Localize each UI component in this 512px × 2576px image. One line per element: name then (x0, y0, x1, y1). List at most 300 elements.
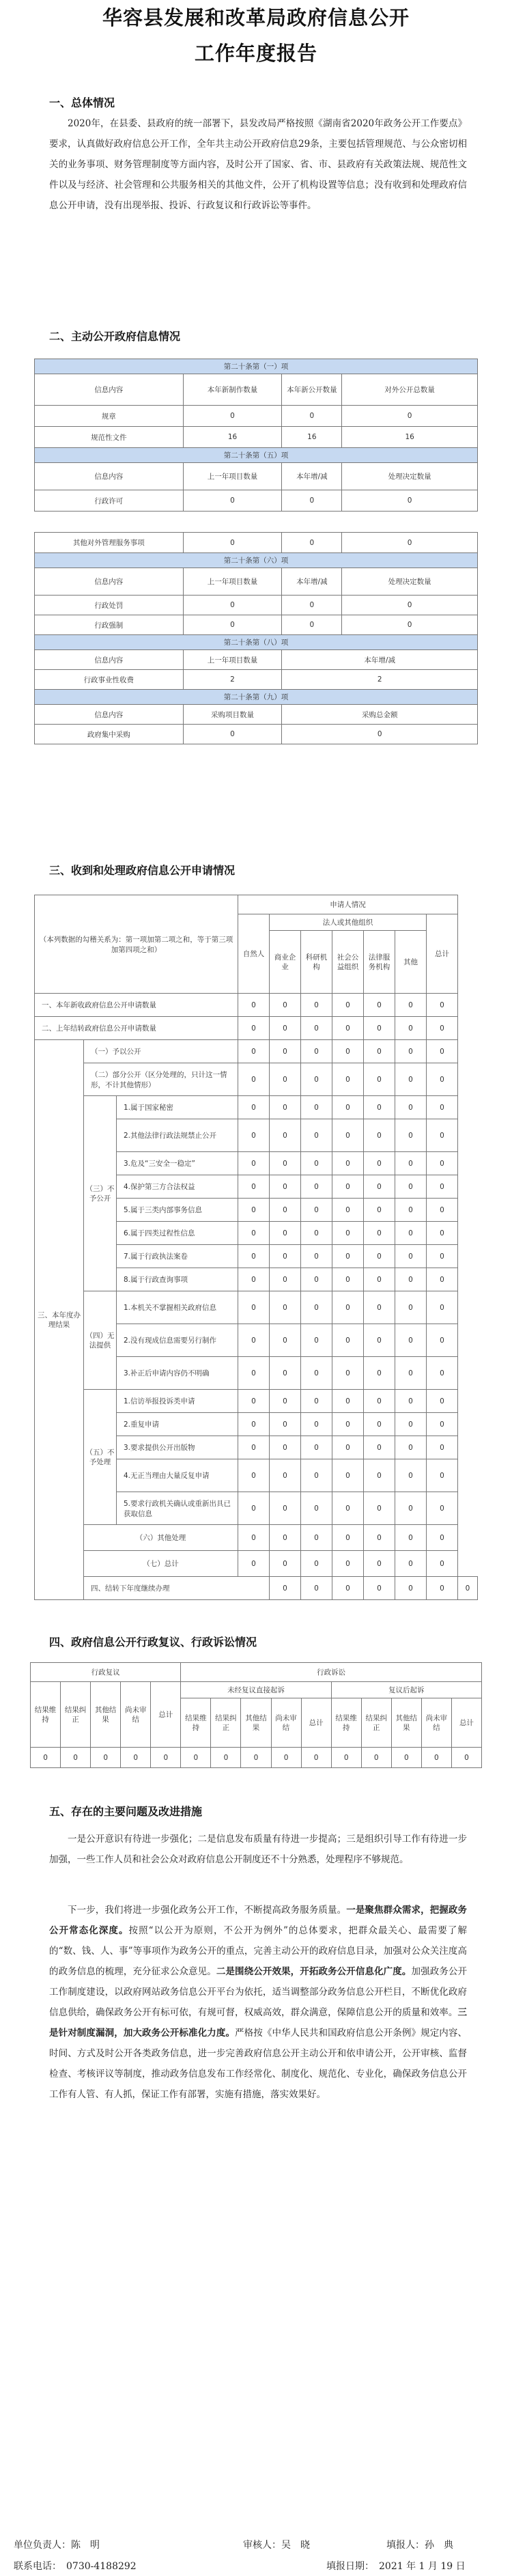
table-cell: 0 (282, 533, 342, 553)
count-cell: 0 (301, 1245, 332, 1268)
count-cell: 0 (270, 1175, 301, 1199)
count-cell: 0 (31, 1748, 61, 1768)
count-cell: 0 (301, 1152, 332, 1175)
row-carryover-applications: 二、上年结转政府信息公开申请数量 (35, 1017, 238, 1040)
count-cell: 0 (332, 1152, 364, 1175)
count-cell: 0 (427, 1324, 458, 1357)
count-cell: 0 (395, 1357, 427, 1390)
col-header: 处理决定数量 (342, 463, 478, 490)
problems-paragraph: 一是公开意识有待进一步强化；二是信息发布质量有待进一步提高；三是组织引导工作有待进一步加强，一些工作人员和社会公众对政府信息公开制度还不十分熟悉，处理程序不够规范。 (49, 1834, 467, 1865)
count-cell: 0 (427, 1063, 458, 1096)
count-cell: 0 (364, 1152, 395, 1175)
count-cell: 0 (364, 1119, 395, 1152)
count-cell: 0 (238, 1017, 270, 1040)
count-cell: 0 (364, 1017, 395, 1040)
count-cell: 0 (364, 1492, 395, 1525)
col-header: 上一年项目数量 (183, 568, 282, 596)
header-legal-entity: 法人或其他组织 (270, 914, 427, 931)
count-cell: 0 (395, 1525, 427, 1551)
col-header: 本年增/减 (282, 568, 342, 596)
count-cell: 0 (332, 1413, 364, 1436)
count-cell: 0 (270, 1525, 301, 1551)
count-cell: 0 (332, 1577, 364, 1600)
count-cell: 0 (151, 1748, 181, 1768)
table-cell: 0 (183, 725, 282, 744)
row-disclosed: （一）予以公开 (84, 1040, 238, 1063)
col-header: 其他结果 (241, 1698, 271, 1748)
count-cell: 0 (427, 994, 458, 1017)
col-header: 信息内容 (35, 463, 184, 490)
count-cell: 0 (458, 1577, 478, 1600)
row-group-not-disclosed: （三）不予公开 (84, 1096, 117, 1291)
count-cell: 0 (395, 1577, 427, 1600)
table-cell: 0 (183, 406, 282, 427)
col-header: 其他结果 (91, 1682, 121, 1748)
table-cell: 其他对外管理服务事项 (35, 533, 184, 553)
table-cell: 0 (342, 596, 478, 615)
reviewer: 审核人：吴 晓 (243, 2540, 310, 2551)
col-header: 采购项目数量 (183, 705, 282, 725)
header-total: 总计 (427, 914, 458, 994)
count-cell: 0 (427, 1175, 458, 1199)
review-litigation-table (30, 1662, 482, 1768)
table-cell: 行政强制 (35, 615, 184, 635)
count-cell: 0 (395, 1175, 427, 1199)
row-other-processing: （六）其他处理 (84, 1525, 238, 1551)
count-cell: 0 (395, 1436, 427, 1459)
count-cell: 0 (395, 1551, 427, 1577)
measure-3-text: 严格按《中华人民共和国政府信息公开条例》规定内容、时间、方式及时公开各类政务信息，进一步完善政府信息公开主动公开和依申请公开，公开审核、监督检查、考核评议等制度，推动政务信息发布工作经常化、制度化、规范化、专业化，确保政务信息公开工作有人管、有人抓，保证工作有部署，实施有措施，落实效果好。 (49, 2028, 468, 2100)
count-cell: 0 (332, 1245, 364, 1268)
count-cell: 0 (364, 1096, 395, 1119)
count-cell: 0 (332, 1222, 364, 1245)
count-cell: 0 (332, 1459, 364, 1492)
row-item: 4.无正当理由大量反复申请 (117, 1459, 238, 1492)
count-cell: 0 (427, 1357, 458, 1390)
row-partial-disclosed: （二）部分公开（区分处理的，只计这一情形，不计其他情形） (84, 1063, 238, 1096)
count-cell: 0 (427, 1119, 458, 1152)
measure-3-title: 三是针对制度漏洞，加大政务公开标准化力度。 (49, 2007, 467, 2039)
col-header: 本年增/减 (282, 463, 342, 490)
count-cell: 0 (364, 1175, 395, 1199)
table-cell: 2 (183, 670, 282, 690)
count-cell: 0 (427, 1525, 458, 1551)
col-header: 结果维持 (181, 1698, 211, 1748)
count-cell: 0 (395, 1040, 427, 1063)
count-cell: 0 (427, 1459, 458, 1492)
count-cell: 0 (238, 1324, 270, 1357)
count-cell: 0 (427, 1268, 458, 1291)
table-cell: 规章 (35, 406, 184, 427)
col-header: 总计 (301, 1698, 331, 1748)
count-cell: 0 (332, 1291, 364, 1324)
col-header: 结果维持 (331, 1698, 361, 1748)
header-corner-note: （本列数据的勾稽关系为：第一项加第二项之和，等于第三项加第四项之和） (35, 895, 238, 994)
col-header: 本年新制作数量 (183, 374, 282, 406)
count-cell: 0 (364, 1357, 395, 1390)
header-commercial: 商业企业 (270, 931, 301, 994)
count-cell: 0 (241, 1748, 271, 1768)
header-natural-person: 自然人 (238, 914, 270, 994)
count-cell: 0 (332, 1324, 364, 1357)
count-cell: 0 (427, 1222, 458, 1245)
count-cell: 0 (332, 1551, 364, 1577)
count-cell: 0 (91, 1748, 121, 1768)
count-cell: 0 (364, 1577, 395, 1600)
unit-head: 单位负责人：陈 明 (14, 2540, 100, 2551)
count-cell: 0 (395, 1152, 427, 1175)
filler: 填报人：孙 典 (386, 2540, 453, 2551)
count-cell: 0 (364, 1268, 395, 1291)
band-article20-6: 第二十条第（六）项 (35, 553, 478, 568)
table-cell: 0 (282, 406, 342, 427)
count-cell: 0 (332, 1492, 364, 1525)
count-cell: 0 (238, 1413, 270, 1436)
count-cell: 0 (451, 1748, 481, 1768)
header-direct-suit: 未经复议直接起诉 (181, 1682, 331, 1698)
count-cell: 0 (391, 1748, 421, 1768)
count-cell: 0 (238, 1199, 270, 1222)
count-cell: 0 (427, 1199, 458, 1222)
row-group-not-processed: （五）不予处理 (84, 1390, 117, 1525)
count-cell: 0 (364, 1222, 395, 1245)
header-applicant: 申请人情况 (238, 895, 458, 914)
count-cell: 0 (364, 994, 395, 1017)
count-cell: 0 (301, 1492, 332, 1525)
col-header: 结果纠正 (211, 1698, 241, 1748)
count-cell: 0 (364, 1291, 395, 1324)
count-cell: 0 (301, 1017, 332, 1040)
count-cell: 0 (270, 1245, 301, 1268)
count-cell: 0 (332, 1040, 364, 1063)
section-heading-overview: 一、总体情况 (49, 96, 115, 109)
section-heading-review-litigation: 四、政府信息公开行政复议、行政诉讼情况 (49, 1636, 257, 1649)
table-cell: 0 (282, 596, 342, 615)
header-public-welfare: 社会公益组织 (332, 931, 364, 994)
col-header: 总计 (451, 1698, 481, 1748)
row-item: 8.属于行政查询事项 (117, 1268, 238, 1291)
col-header: 采购总金额 (282, 705, 478, 725)
col-header: 尚未审结 (421, 1698, 451, 1748)
count-cell: 0 (238, 1268, 270, 1291)
section-heading-problems: 五、存在的主要问题及改进措施 (49, 1805, 203, 1818)
col-header: 信息内容 (35, 374, 184, 406)
band-article20-1: 第二十条第（一）项 (35, 359, 478, 374)
section-heading-active-disclosure: 二、主动公开政府信息情况 (49, 330, 181, 343)
count-cell: 0 (395, 1459, 427, 1492)
table-cell: 0 (183, 490, 282, 512)
measures-paragraph (49, 1900, 467, 2105)
report-title-line2: 工作年度报告 (194, 42, 317, 65)
band-article20-8: 第二十条第（八）项 (35, 635, 478, 650)
table-cell: 0 (183, 615, 282, 635)
count-cell: 0 (395, 1119, 427, 1152)
count-cell: 0 (301, 1525, 332, 1551)
count-cell: 0 (395, 1413, 427, 1436)
table-cell: 0 (342, 490, 478, 512)
table-cell: 0 (282, 490, 342, 512)
count-cell: 0 (270, 1492, 301, 1525)
measure-1-title: 一是聚焦群众需求，把握政务公开常态化深度。 (49, 1905, 468, 1936)
count-cell: 0 (301, 1551, 332, 1577)
table-cell: 0 (282, 615, 342, 635)
count-cell: 0 (332, 1063, 364, 1096)
count-cell: 0 (270, 1119, 301, 1152)
row-item: 2.其他法律行政法规禁止公开 (117, 1119, 238, 1152)
count-cell: 0 (301, 1577, 332, 1600)
table-cell: 2 (282, 670, 478, 690)
count-cell: 0 (301, 1324, 332, 1357)
count-cell: 0 (427, 1413, 458, 1436)
table-cell: 16 (183, 427, 282, 448)
count-cell: 0 (181, 1748, 211, 1768)
count-cell: 0 (238, 1459, 270, 1492)
count-cell: 0 (361, 1748, 391, 1768)
count-cell: 0 (332, 1357, 364, 1390)
count-cell: 0 (301, 1199, 332, 1222)
count-cell: 0 (332, 1199, 364, 1222)
col-header: 尚未审结 (271, 1698, 301, 1748)
count-cell: 0 (238, 1525, 270, 1551)
row-item: 6.属于四类过程性信息 (117, 1222, 238, 1245)
table-cell: 政府集中采购 (35, 725, 184, 744)
row-item: 7.属于行政执法案卷 (117, 1245, 238, 1268)
count-cell: 0 (270, 1222, 301, 1245)
count-cell: 0 (364, 1436, 395, 1459)
count-cell: 0 (301, 1040, 332, 1063)
count-cell: 0 (427, 1436, 458, 1459)
count-cell: 0 (301, 1175, 332, 1199)
count-cell: 0 (364, 1413, 395, 1436)
col-header: 本年增/减 (282, 650, 478, 670)
count-cell: 0 (238, 1063, 270, 1096)
count-cell: 0 (270, 1390, 301, 1413)
count-cell: 0 (364, 1199, 395, 1222)
count-cell: 0 (395, 994, 427, 1017)
table-cell: 0 (183, 596, 282, 615)
row-carry-forward: 四、结转下年度继续办理 (84, 1577, 270, 1600)
count-cell: 0 (270, 1152, 301, 1175)
col-header: 处理决定数量 (342, 568, 478, 596)
row-new-applications: 一、本年新收政府信息公开申请数量 (35, 994, 238, 1017)
row-item: 5.属于三类内部事务信息 (117, 1199, 238, 1222)
header-research: 科研机构 (301, 931, 332, 994)
contact-phone: 联系电话： 0730-4188292 (14, 2561, 137, 2572)
count-cell: 0 (427, 1551, 458, 1577)
count-cell: 0 (121, 1748, 151, 1768)
count-cell: 0 (395, 1291, 427, 1324)
count-cell: 0 (332, 1436, 364, 1459)
count-cell: 0 (270, 1577, 301, 1600)
table-cell: 规范性文件 (35, 427, 184, 448)
col-header: 本年新公开数量 (282, 374, 342, 406)
row-item: 4.保护第三方合法权益 (117, 1175, 238, 1199)
count-cell: 0 (301, 994, 332, 1017)
count-cell: 0 (301, 1413, 332, 1436)
count-cell: 0 (427, 1040, 458, 1063)
count-cell: 0 (301, 1748, 331, 1768)
section-heading-applications: 三、收到和处理政府信息公开申请情况 (49, 864, 236, 877)
count-cell: 0 (395, 1492, 427, 1525)
count-cell: 0 (332, 1525, 364, 1551)
count-cell: 0 (270, 1551, 301, 1577)
count-cell: 0 (395, 1390, 427, 1413)
count-cell: 0 (271, 1748, 301, 1768)
table-cell: 行政许可 (35, 490, 184, 512)
count-cell: 0 (427, 1291, 458, 1324)
row-item: 1.属于国家秘密 (117, 1096, 238, 1119)
count-cell: 0 (238, 1436, 270, 1459)
count-cell: 0 (427, 1096, 458, 1119)
header-other: 其他 (395, 931, 427, 994)
table-cell: 0 (342, 533, 478, 553)
count-cell: 0 (331, 1748, 361, 1768)
count-cell: 0 (238, 1096, 270, 1119)
active-disclosure-table (34, 359, 478, 744)
count-cell: 0 (364, 1040, 395, 1063)
row-item: 3.危及“三安全一稳定” (117, 1152, 238, 1175)
count-cell: 0 (270, 1413, 301, 1436)
table-cell: 0 (342, 615, 478, 635)
col-header: 结果纠正 (61, 1682, 91, 1748)
count-cell: 0 (301, 1291, 332, 1324)
table-cell: 0 (282, 725, 478, 744)
row-group-results: 三、本年度办理结果 (35, 1040, 84, 1600)
count-cell: 0 (270, 1459, 301, 1492)
count-cell: 0 (270, 1357, 301, 1390)
count-cell: 0 (301, 1357, 332, 1390)
count-cell: 0 (211, 1748, 241, 1768)
count-cell: 0 (301, 1222, 332, 1245)
fill-date: 填报日期： 2021 年 1 月 19 日 (326, 2561, 466, 2572)
applications-table (34, 895, 478, 1600)
count-cell: 0 (238, 1040, 270, 1063)
col-header: 信息内容 (35, 568, 184, 596)
row-item: 3.补正后申请内容仍不明确 (117, 1357, 238, 1390)
count-cell: 0 (364, 1459, 395, 1492)
count-cell: 0 (427, 1390, 458, 1413)
row-item: 2.重复申请 (117, 1413, 238, 1436)
count-cell: 0 (364, 1245, 395, 1268)
band-article20-5: 第二十条第（五）项 (35, 448, 478, 463)
count-cell: 0 (270, 1063, 301, 1096)
measures-intro: 下一步，我们将进一步强化政务公开工作，不断提高政务服务质量。 (68, 1905, 347, 1916)
count-cell: 0 (395, 1063, 427, 1096)
count-cell: 0 (395, 1268, 427, 1291)
count-cell: 0 (332, 1268, 364, 1291)
header-legal-service: 法律服务机构 (364, 931, 395, 994)
row-item: 1.信访举报投诉类申请 (117, 1390, 238, 1413)
count-cell: 0 (301, 1436, 332, 1459)
measure-1-text: 按照“以公开为原则，不公开为例外”的总体要求，把群众最关心、最需要了解的“数、钱、人、事”等事项作为政务公开的重点，完善主动公开的政府信息目录，加强对公众关注度高的政务信息的梳理，充分征求公众意见。 (49, 1925, 467, 1977)
row-item: 5.要求行政机关确认或重新出具已获取信息 (117, 1492, 238, 1525)
count-cell: 0 (238, 1357, 270, 1390)
count-cell: 0 (395, 1199, 427, 1222)
count-cell: 0 (301, 1096, 332, 1119)
count-cell: 0 (270, 1324, 301, 1357)
table-cell: 0 (342, 406, 478, 427)
count-cell: 0 (238, 1492, 270, 1525)
count-cell: 0 (301, 1063, 332, 1096)
count-cell: 0 (364, 1324, 395, 1357)
count-cell: 0 (270, 1199, 301, 1222)
count-cell: 0 (364, 1390, 395, 1413)
count-cell: 0 (395, 1245, 427, 1268)
count-cell: 0 (270, 1436, 301, 1459)
measure-2-text: 加强政务公开工作制度建设，以政府网站政务信息公开平台为依托，适当调整部分政务信息公开栏目，不断优化政府信息供给，确保政务公开有标可依，有规可督，权威高效，群众满意，保障信息公开的质量和效率。 (49, 1966, 468, 2018)
count-cell: 0 (427, 1152, 458, 1175)
row-item: 3.要求提供公开出版物 (117, 1436, 238, 1459)
col-header: 结果维持 (31, 1682, 61, 1748)
count-cell: 0 (238, 1551, 270, 1577)
count-cell: 0 (332, 1119, 364, 1152)
col-header: 上一年项目数量 (183, 650, 282, 670)
count-cell: 0 (332, 1390, 364, 1413)
col-header: 信息内容 (35, 650, 184, 670)
count-cell: 0 (270, 1291, 301, 1324)
row-group-unavailable: （四）无法提供 (84, 1291, 117, 1390)
col-header: 信息内容 (35, 705, 184, 725)
count-cell: 0 (395, 1096, 427, 1119)
count-cell: 0 (238, 1222, 270, 1245)
col-header: 对外公开总数量 (342, 374, 478, 406)
count-cell: 0 (270, 1017, 301, 1040)
count-cell: 0 (238, 1175, 270, 1199)
table-cell: 16 (282, 427, 342, 448)
count-cell: 0 (270, 1096, 301, 1119)
count-cell: 0 (270, 1040, 301, 1063)
table-cell: 行政处罚 (35, 596, 184, 615)
count-cell: 0 (238, 1390, 270, 1413)
table-cell: 行政事业性收费 (35, 670, 184, 690)
table-cell: 16 (342, 427, 478, 448)
header-admin-review: 行政复议 (31, 1663, 181, 1682)
table-cell: 0 (183, 533, 282, 553)
count-cell: 0 (238, 1245, 270, 1268)
count-cell: 0 (421, 1748, 451, 1768)
count-cell: 0 (395, 1222, 427, 1245)
overview-paragraph: 2020年，在县委、县政府的统一部署下，县发改局严格按照《湖南省2020年政务公开工作要点》要求，认真做好政府信息公开工作，全年共主动公开政府信息29条，主要包括管理规范、与公众密切相关的业务事项、财务管理制度等方面内容，及时公开了国家、省、市、县政府有关政策法规、规范性文件以及与经济、社会管理和公共服务相关的其他文件，公开了机构设置等信息；没有收到和处理政府信息公开申请，没有出现举报、投诉、行政复议和行政诉讼等事件。 (49, 118, 467, 211)
col-header: 其他结果 (391, 1698, 421, 1748)
count-cell: 0 (427, 1245, 458, 1268)
count-cell: 0 (301, 1459, 332, 1492)
count-cell: 0 (301, 1268, 332, 1291)
header-suit-after-review: 复议后起诉 (331, 1682, 481, 1698)
row-results-total: （七）总计 (84, 1551, 238, 1577)
count-cell: 0 (427, 1577, 458, 1600)
col-header: 上一年项目数量 (183, 463, 282, 490)
measure-2-title: 二是围绕公开效果，开拓政务公开信息化广度。 (216, 1966, 412, 1977)
count-cell: 0 (364, 1551, 395, 1577)
count-cell: 0 (332, 1175, 364, 1199)
row-item: 1.本机关不掌握相关政府信息 (117, 1291, 238, 1324)
count-cell: 0 (238, 1152, 270, 1175)
count-cell: 0 (395, 1017, 427, 1040)
count-cell: 0 (270, 994, 301, 1017)
count-cell: 0 (427, 1492, 458, 1525)
header-admin-litigation: 行政诉讼 (181, 1663, 482, 1682)
count-cell: 0 (238, 1119, 270, 1152)
count-cell: 0 (332, 994, 364, 1017)
row-item: 2.没有现成信息需要另行制作 (117, 1324, 238, 1357)
count-cell: 0 (395, 1324, 427, 1357)
count-cell: 0 (301, 1390, 332, 1413)
count-cell: 0 (270, 1268, 301, 1291)
count-cell: 0 (301, 1119, 332, 1152)
count-cell: 0 (332, 1096, 364, 1119)
col-header: 尚未审结 (121, 1682, 151, 1748)
count-cell: 0 (61, 1748, 91, 1768)
